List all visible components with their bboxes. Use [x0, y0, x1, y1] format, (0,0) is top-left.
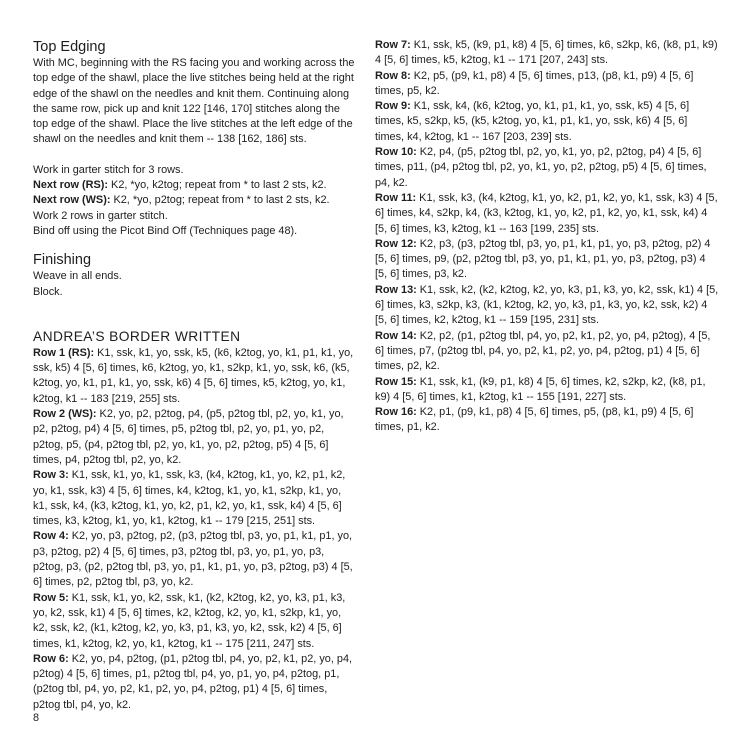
border-row-label: Row 15: — [375, 375, 417, 388]
border-rows-left — [33, 346, 355, 713]
finishing-line-2: Block. — [33, 285, 63, 298]
border-row-label: Row 3: — [33, 469, 69, 482]
border-row-text: K2, p3, (p3, p2tog tbl, p3, yo, p1, k1, p1, yo, p3, p2tog, p2) 4 [5, 6] times, p9, (p2, p2tog tbl, p3, yo, p1, k1, p1, yo, p3, p2tog, p3) 4 [5, 6] times, p3, k2. — [375, 237, 711, 281]
border-row-label: Row 2 (WS): — [33, 408, 97, 421]
border-row-label: Row 10: — [375, 146, 417, 159]
page-number: 8 — [33, 712, 40, 724]
border-row-label: Row 11: — [375, 191, 417, 204]
border-row-text: K2, p2, (p1, p2tog tbl, p4, yo, p2, k1, p2, yo, p4, p2tog), 4 [5, 6] times, p7, (p2tog tbl, p4, yo, p2, k1, p2, yo, p4, p2tog, p1) 4 [5, 6] times, p2, k2. — [375, 329, 711, 373]
finishing-heading: Finishing — [33, 252, 92, 269]
border-row — [375, 375, 719, 406]
next-row-rs — [33, 178, 355, 193]
left-column — [33, 38, 355, 713]
border-row-text: K1, ssk, k1, (k9, p1, k8) 4 [5, 6] times, k2, s2kp, k2, (k8, p1, k9) 4 [5, 6] times, k1, k2tog, k1 -- 155 [191, 227] sts. — [375, 375, 706, 403]
border-row-text: K2, p5, (p9, k1, p8) 4 [5, 6] times, p13, (p8, k1, p9) 4 [5, 6] times, p5, k2. — [375, 69, 694, 97]
border-row-label: Row 13: — [375, 283, 417, 296]
border-row-text: K2, p1, (p9, k1, p8) 4 [5, 6] times, p5, (p8, k1, p9) 4 [5, 6] times, p1, k2. — [375, 406, 694, 434]
border-row-label: Row 16: — [375, 406, 417, 419]
border-row-label: Row 4: — [33, 530, 69, 543]
next-row-rs-text: K2, *yo, k2tog; repeat from * to last 2 sts, k2. — [108, 179, 327, 192]
next-row-ws-text: K2, *yo, p2tog; repeat from * to last 2 sts, k2. — [110, 194, 330, 207]
work-rows-instruction: Work 2 rows in garter stitch. — [33, 209, 168, 222]
border-row-label: Row 9: — [375, 100, 411, 113]
border-row-text: K2, yo, p2, p2tog, p4, (p5, p2tog tbl, p2, yo, k1, yo, p2, p2tog, p4) 4 [5, 6] times, p5, p2tog tbl, p2, yo, p1, yo, p2, p2tog, p5, (p4, p2tog tbl, p2, yo, k1, yo, p2, p2tog, p5) 4 [5, 6] times, p4, p2tog tbl, p2, yo, k2. — [33, 408, 344, 466]
top-edging-paragraph: With MC, beginning with the RS facing you and working across the top edge of the shawl, place the live stitches being held at the right edge of the shawl on the needles and knit them. Continuing along the same row, pick up and knit 122 [146, 170] stitches along the top edge of the shawl. Place the live stitches at the left edge of the shawl on the needles and knit them -- 138 [162, 186] sts. — [33, 57, 355, 146]
right-column — [375, 38, 719, 436]
next-row-ws — [33, 193, 355, 208]
border-heading: ANDREA’S BORDER WRITTEN — [33, 328, 241, 344]
border-row — [375, 99, 719, 145]
border-row — [375, 191, 719, 237]
border-row — [33, 346, 355, 407]
finishing-line-1: Weave in all ends. — [33, 270, 122, 283]
next-row-rs-label: Next row (RS): — [33, 179, 109, 192]
border-row-label: Row 14: — [375, 329, 417, 342]
border-row-text: K1, ssk, k1, yo, ssk, k5, (k6, k2tog, yo, k1, p1, k1, yo, ssk, k5) 4 [5, 6] times, k6, k2tog, yo, k1, s2kp, k1, yo, ssk, k6, (k5, k2tog, yo, k1, p1, k1, yo, ssk, k6) 4 [5, 6] times, k5, k2tog, yo, k1, k2tog, k1 -- 183 [219, 255] sts. — [33, 346, 354, 405]
border-row — [375, 237, 719, 283]
border-row — [33, 468, 355, 529]
next-row-ws-label: Next row (WS): — [33, 194, 111, 207]
border-row-label: Row 7: — [375, 39, 411, 51]
border-row-label: Row 12: — [375, 237, 417, 250]
border-row-text: K1, ssk, k1, yo, k2, ssk, k1, (k2, k2tog, k2, yo, k3, p1, k3, yo, k2, ssk, k1) 4 [5, 6] times, k2, k2tog, k2, yo, k1, s2kp, k1, yo, k2, ssk, k2, (k1, k2tog, k2, yo, k3, p1, k3, yo, k2, ssk, k2) 4 [5, 6] times, k1, k2tog, k2, yo, k1, k2tog, k1 -- 175 [211, 247] sts. — [33, 591, 346, 650]
border-row — [375, 329, 719, 375]
border-row — [375, 145, 719, 191]
border-row — [33, 407, 355, 468]
border-row-text: K2, yo, p3, p2tog, p2, (p3, p2tog tbl, p3, yo, p1, k1, p1, yo, p3, p2tog, p2) 4 [5, 6] times, p3, p2tog tbl, p3, yo, p1, yo, p3, p2tog, p3, (p2, p2tog tbl, p3, yo, p1, k1, p1, yo, p3, p2tog, p3) 4 [5, 6] times, p2, p2tog tbl, p3, yo, k2. — [33, 530, 353, 589]
border-row — [375, 283, 719, 329]
border-rows-right — [375, 38, 719, 436]
top-edging-heading: Top Edging — [33, 39, 106, 55]
border-row — [33, 591, 355, 652]
border-row — [33, 529, 355, 590]
border-row — [375, 38, 719, 69]
border-row-text: K2, yo, p4, p2tog, (p1, p2tog tbl, p4, yo, p2, k1, p2, yo, p4, p2tog) 4 [5, 6] times, p1, p2tog tbl, p4, yo, p1, yo, p4, p2tog, p1, (p2tog tbl, p4, yo, p2, k1, p2, yo, p4, p2tog, p1) 4 [5, 6] times, p2tog tbl, p4, yo, k2. — [33, 652, 353, 711]
border-row-label: Row 1 (RS): — [33, 346, 95, 359]
border-row-label: Row 6: — [33, 652, 69, 665]
border-row-text: K1, ssk, k3, (k4, k2tog, k1, yo, k2, p1, k2, yo, k1, ssk, k3) 4 [5, 6] times, k4, s2kp, k4, (k3, k2tog, k1, yo, k2, p1, k2, yo, k1, ssk, k4) 4 [5, 6] times, k3, k2tog, k1 -- 163 [199, 235] sts. — [375, 191, 718, 235]
border-row-text: K1, ssk, k1, yo, k1, ssk, k3, (k4, k2tog, k1, yo, k2, p1, k2, yo, k1, ssk, k3) 4 [5, 6] times, k4, k2tog, k1, yo, k1, s2kp, k1, yo, k1, ssk, k4, (k3, k2tog, k1, yo, k2, p1, k2, yo, k1, ssk, k4) 4 [5, 6] times, k3, k2tog, k1, yo, k1, k2tog, k1 -- 179 [215, 251] sts. — [33, 469, 346, 528]
border-row — [375, 69, 719, 100]
border-row-label: Row 5: — [33, 591, 69, 604]
border-row-text: K1, ssk, k5, (k9, p1, k8) 4 [5, 6] times, k6, s2kp, k6, (k8, p1, k9) 4 [5, 6] times, k5, k2tog, k1 -- 171 [207, 243] sts. — [375, 39, 718, 67]
border-row — [375, 405, 719, 436]
border-row-label: Row 8: — [375, 69, 411, 82]
garter-instruction: Work in garter stitch for 3 rows. — [33, 163, 184, 176]
border-row — [33, 652, 355, 713]
border-row-text: K1, ssk, k2, (k2, k2tog, k2, yo, k3, p1, k3, yo, k2, ssk, k1) 4 [5, 6] times, k3, s2kp, k3, (k1, k2tog, k2, yo, k3, p1, k3, yo, k2, ssk, k2) 4 [5, 6] times, k2, k2tog, k1 -- 159 [195, 231] sts. — [375, 283, 719, 327]
border-row-text: K1, ssk, k4, (k6, k2tog, yo, k1, p1, k1, yo, ssk, k5) 4 [5, 6] times, k5, s2kp, k5, (k5, k2tog, yo, k1, p1, k1, yo, ssk, k6) 4 [5, 6] times, k4, k2tog, k1 -- 167 [203, 239] sts. — [375, 100, 690, 143]
bind-off-instruction: Bind off using the Picot Bind Off (Techniques page 48). — [33, 224, 298, 237]
border-row-text: K2, p4, (p5, p2tog tbl, p2, yo, k1, yo, p2, p2tog, p4) 4 [5, 6] times, p11, (p4, p2tog tbl, p2, yo, k1, yo, p2, p2tog, p5) 4 [5, 6] times, p4, k2. — [375, 146, 707, 189]
